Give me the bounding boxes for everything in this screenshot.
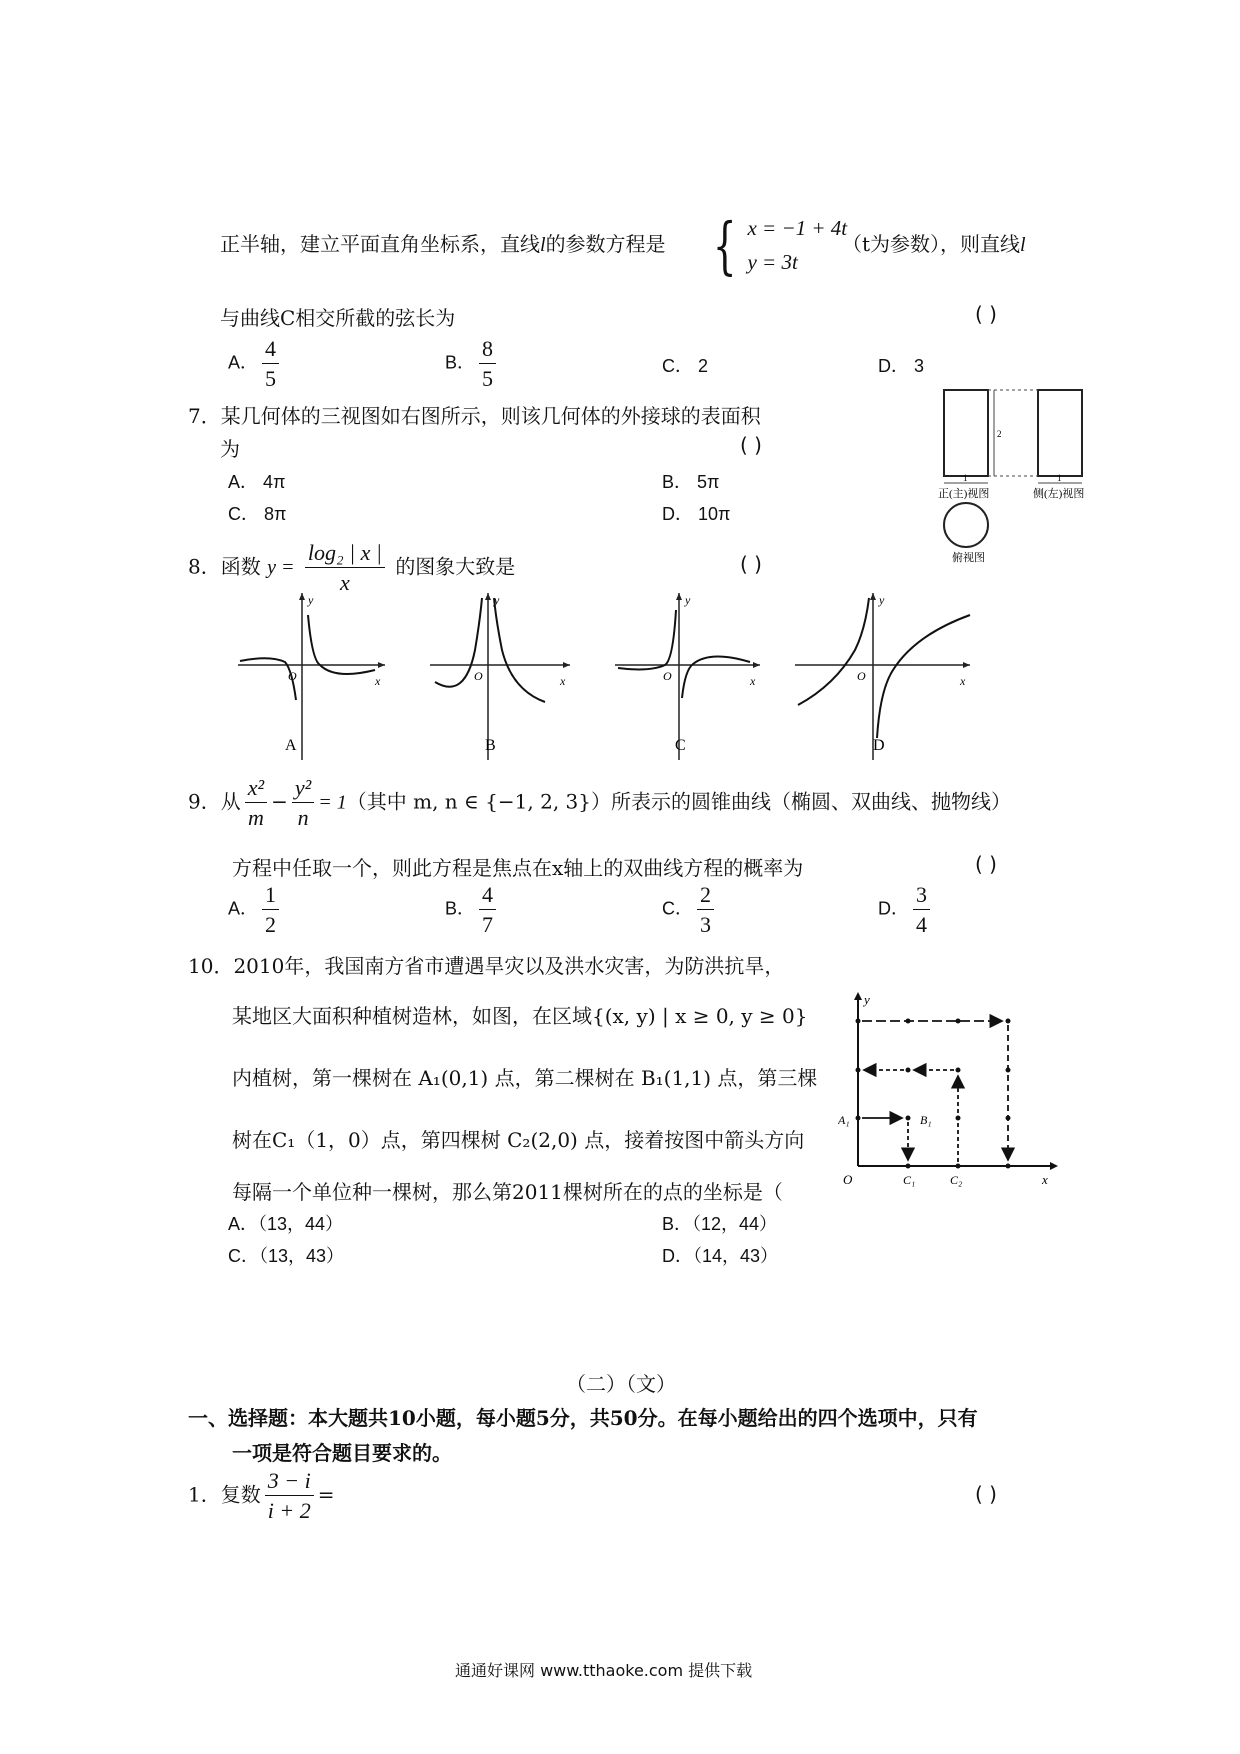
svg-text:O: O bbox=[857, 669, 866, 683]
q7-option-a: A． 4π bbox=[228, 472, 286, 492]
q10-line5: 每隔一个单位种一棵树，那么第2011棵树所在的点的坐标是（ bbox=[232, 1180, 783, 1204]
q10-option-a: A．（13，44） bbox=[228, 1214, 344, 1234]
q10-line2: 某地区大面积种植树造林，如图，在区域{(x, y) | x ≥ 0, y ≥ 0} bbox=[232, 1004, 808, 1028]
svg-text:C₁: C₁ bbox=[903, 1173, 916, 1187]
q9-answer-paren: ( ) bbox=[975, 852, 997, 876]
svg-text:y: y bbox=[308, 593, 314, 607]
q8-graph-options bbox=[230, 590, 990, 770]
q6-answer-paren: ( ) bbox=[975, 302, 997, 326]
section-heading-line1: 一、选择题：本大题共10小题，每小题5分，共50分。在每小题给出的四个选项中，只有 bbox=[188, 1406, 978, 1430]
side-view-label: 侧(左)视图 bbox=[1033, 488, 1085, 500]
q7-option-c: C． 8π bbox=[228, 504, 287, 524]
q1-answer-paren: ( ) bbox=[975, 1482, 997, 1506]
svg-text:A: A bbox=[285, 737, 297, 754]
q10-option-c: C．（13，43） bbox=[228, 1246, 345, 1266]
graph-a bbox=[238, 593, 385, 760]
dim-front-width-label: 1 bbox=[963, 473, 968, 483]
q6-parametric-system: { x = −1 + 4t y = 3t bbox=[712, 208, 848, 282]
svg-text:x: x bbox=[750, 674, 756, 688]
svg-text:O: O bbox=[288, 669, 297, 683]
q9-option-b: B． $\frac{4}{7}$ bbox=[445, 882, 500, 938]
section-title: （二）（文） bbox=[566, 1372, 676, 1396]
svg-text:C₂: C₂ bbox=[950, 1173, 963, 1187]
graph-d bbox=[795, 593, 970, 760]
q7-answer-paren: ( ) bbox=[740, 433, 762, 457]
q6-option-a: A． $\frac{4}{5}$ bbox=[228, 336, 283, 392]
q6-line1-post: （t为参数），则直线l bbox=[842, 232, 1026, 256]
side-view-rect bbox=[1038, 390, 1082, 476]
svg-text:x: x bbox=[960, 674, 966, 688]
svg-text:x: x bbox=[375, 674, 381, 688]
q9-option-d: D． $\frac{3}{4}$ bbox=[878, 882, 934, 938]
q10-tree-planting-figure bbox=[838, 988, 1078, 1188]
q6-line2: 与曲线C相交所截的弦长为 bbox=[220, 306, 456, 330]
q10-option-d: D．（14，43） bbox=[662, 1246, 779, 1266]
svg-text:O: O bbox=[474, 669, 483, 683]
q7-three-view-figure bbox=[930, 385, 1095, 565]
q6-option-d: D． 3 bbox=[878, 356, 925, 376]
q7-option-b: B． 5π bbox=[662, 472, 720, 492]
top-view-circle bbox=[944, 503, 988, 547]
section-heading-line2: 一项是符合题目要求的。 bbox=[232, 1441, 452, 1465]
q6-line1: 正半轴，建立平面直角坐标系，直线l的参数方程是 bbox=[220, 232, 666, 256]
q9-line2: 方程中任取一个，则此方程是焦点在x轴上的双曲线方程的概率为 bbox=[232, 856, 804, 880]
q10-line3: 内植树，第一棵树在 A₁(0,1) 点，第二棵树在 B₁(1,1) 点，第三棵 bbox=[232, 1066, 818, 1090]
svg-text:y: y bbox=[494, 593, 500, 607]
top-view-label: 俯视图 bbox=[952, 552, 985, 564]
q10-line4: 树在C₁（1，0）点，第四棵树 C₂(2,0) 点，接着按图中箭头方向 bbox=[232, 1128, 805, 1152]
q6-option-c: C． 2 bbox=[662, 356, 709, 376]
dim-height-label: 2 bbox=[997, 429, 1002, 439]
footer-credit: 通通好课网 www.tthaoke.com 提供下载 bbox=[455, 1661, 753, 1680]
q9-line1: 9．从 $\frac{\text{x²}}{m}$ − $\frac{\text{y²}}{n}$ = 1（其中 m, n ∈ {−1, 2, 3}）所表示的圆锥曲线（椭圆、双曲线、抛物线） bbox=[188, 775, 1011, 831]
q8-answer-paren: ( ) bbox=[740, 552, 762, 576]
svg-text:y: y bbox=[864, 992, 870, 1007]
svg-text:y: y bbox=[685, 593, 691, 607]
svg-text:B: B bbox=[485, 737, 496, 754]
svg-text:x: x bbox=[1042, 1172, 1048, 1187]
q6-option-b: B． $\frac{8}{5}$ bbox=[445, 336, 500, 392]
q9-option-c: C． $\frac{2}{3}$ bbox=[662, 882, 718, 938]
front-view-label: 正(主)视图 bbox=[938, 488, 990, 500]
graph-b bbox=[430, 593, 570, 760]
svg-text:D: D bbox=[873, 737, 885, 754]
q10-option-b: B．（12，44） bbox=[662, 1214, 778, 1234]
front-view-rect bbox=[944, 390, 988, 476]
graph-c bbox=[615, 593, 760, 760]
q8-line: 8．函数 y = $\frac{\text{log₂ | x |}}{x}$ 的图象大致是 bbox=[188, 540, 516, 596]
svg-text:O: O bbox=[843, 1172, 853, 1187]
q7-line2: 为 bbox=[220, 437, 240, 461]
q7-line1: 7．某几何体的三视图如右图所示，则该几何体的外接球的表面积 bbox=[188, 404, 761, 428]
q10-line1: 10．2010年，我国南方省市遭遇旱灾以及洪水灾害，为防洪抗旱， bbox=[188, 954, 785, 978]
q7-option-d: D． 10π bbox=[662, 504, 731, 524]
svg-text:y: y bbox=[879, 593, 885, 607]
svg-text:C: C bbox=[675, 737, 686, 754]
svg-text:O: O bbox=[663, 669, 672, 683]
svg-text:x: x bbox=[560, 674, 566, 688]
q1-line: 1．复数 $\frac{3 - i}{i + 2}$ = bbox=[188, 1468, 335, 1524]
svg-text:A₁: A₁ bbox=[838, 1113, 850, 1127]
q9-option-a: A． $\frac{1}{2}$ bbox=[228, 882, 283, 938]
dim-side-width-label: 1 bbox=[1057, 473, 1062, 483]
svg-text:B₁: B₁ bbox=[920, 1113, 932, 1127]
